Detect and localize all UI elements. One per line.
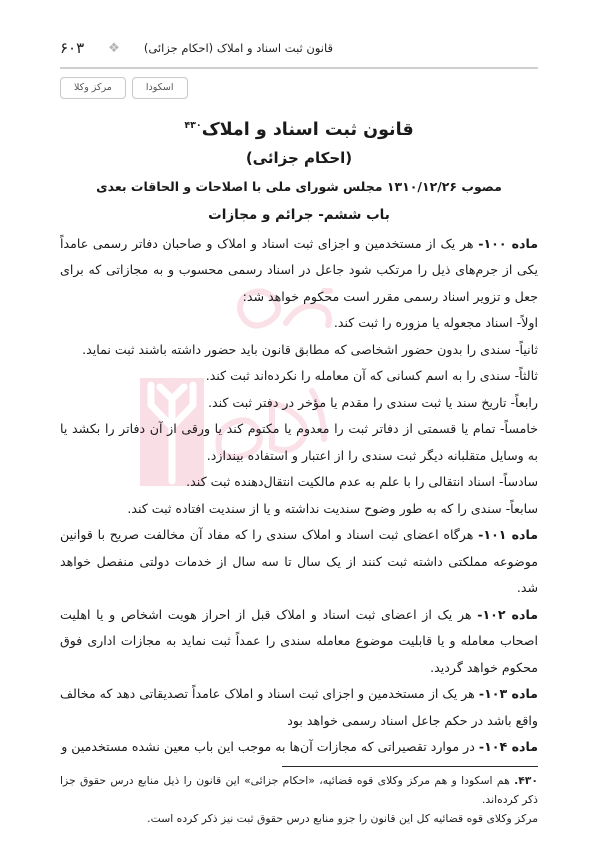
clause-4: رابعاً- تاریخ سند یا ثبت سندی را مقدم یا مؤخر در دفتر ثبت کند. <box>207 394 538 410</box>
article-text: هر یک از مستخدمین و اجزای ثبت اسناد و املاک عامداً تصدیقاتی دهد که مخالف واقع باشد در حکم جاعل اسناد رسمی خواهد بود <box>60 686 538 728</box>
footnote-text: هم اسکودا و هم مرکز وکلای قوه قضائیه، «احکام جزائی» این قانون را ذیل منابع درس حقوق جزا ذکر کرده‌اند. <box>60 773 538 806</box>
article-lead: ماده ۱۰۲- <box>477 606 538 622</box>
clause-1: اولاً- اسناد مجعوله یا مزوره را ثبت کند. <box>333 315 538 331</box>
article-lead: ماده ۱۰۰- <box>478 235 538 251</box>
running-title: قانون ثبت اسناد و املاک (احکام جزائی) <box>143 41 333 55</box>
footnote-number: ۴۳۰. <box>514 773 538 787</box>
law-subtitle: (احکام جزائی) <box>245 148 353 167</box>
running-header <box>60 38 538 58</box>
clause-2: ثانیاً- سندی را بدون حضور اشخاصی که مطابق قانون باید حضور داشته باشند ثبت نماید. <box>82 341 538 357</box>
footnote-rule <box>282 766 538 767</box>
clause-5: خامساً- تمام یا قسمتی از دفاتر ثبت را معدوم یا مکتوم کند یا ورقی از آن دفاتر را بکشد یا به وسایل متقلبانه دیگر ثبت سندی را از اعتبار و استفاده بیندازد. <box>60 421 538 463</box>
footnote-item: مرکز وکلای قوه قضائیه کل این قانون را جزو منابع درس حقوق ثبت نیز ذکر کرده است. <box>147 811 538 825</box>
law-title <box>60 114 538 142</box>
clause-7: سابعاً- سندی را که به طور وضوح سندیت نداشته و یا از سندیت افتاده ثبت کند. <box>127 500 538 516</box>
article-text: هر یک از مستخدمین و اجزای ثبت اسناد و املاک و صاحبان دفاتر رسمی عامداً یکی از جرم‌های ذیل را مرتکب شود جاعل در اسناد رسمی محسوب و به مجازاتی که برای جعل و تزویر اسناد رسمی مقرر است محکوم خواهد شد: <box>60 235 538 304</box>
article-lead: ماده ۱۰۴- <box>478 739 538 755</box>
article-100 <box>60 231 538 311</box>
chapter-heading: باب ششم- جرائم و مجازات <box>208 206 390 223</box>
badge-eskoda: اسکودا <box>132 77 188 99</box>
approval-line: مصوب ۱۳۱۰/۱۲/۲۶ مجلس شورای ملی با اصلاحات و الحاقات بعدی <box>96 178 502 194</box>
footnote-item <box>60 771 538 809</box>
header-rule <box>60 67 538 69</box>
article-text: هرگاه اعضای ثبت اسناد و املاک سندی را که مفاد آن مخالفت صریح با قوانین موضوعه مملکتی داشته ثبت کنند از یک سال تا سه سال از خدمات دولتی منفصل خواهد شد. <box>60 527 538 596</box>
page-number: ۶۰۳ <box>60 39 85 57</box>
clause-6: سادساً- اسناد انتقالی را با علم به عدم مالکیت انتقال‌دهنده ثبت کند. <box>186 474 538 490</box>
law-title-footnote-ref: ۴۳۰ <box>184 120 202 131</box>
article-lead: ماده ۱۰۱- <box>478 527 538 543</box>
article-text: هر یک از اعضای ثبت اسناد و املاک قبل از احراز هویت اشخاص و یا اهلیت اصحاب معامله و یا قابلیت موضوع معامله سندی را عمداً ثبت نماید به مجازات اداری فوق محکوم خواهد گردید. <box>60 606 538 675</box>
article-lead: ماده ۱۰۳- <box>478 686 538 702</box>
law-title-text: قانون ثبت اسناد و املاک <box>201 119 414 140</box>
article-103 <box>60 681 538 734</box>
article-101 <box>60 522 538 602</box>
footnote-block <box>60 766 538 828</box>
article-102 <box>60 602 538 682</box>
article-text: در موارد تقصیراتی که مجازات آن‌ها به موجب این باب معین نشده مستخدمین و <box>61 739 475 755</box>
article-104 <box>60 734 538 761</box>
ornament-diamond-icon: ❖ <box>108 40 120 56</box>
body-text <box>60 231 538 761</box>
badge-row <box>60 77 538 99</box>
badge-markaz-vokala: مرکز وکلا <box>60 77 126 99</box>
clause-3: ثالثاً- سندی را به اسم کسانی که آن معامله را نکرده‌اند ثبت کند. <box>205 368 538 384</box>
